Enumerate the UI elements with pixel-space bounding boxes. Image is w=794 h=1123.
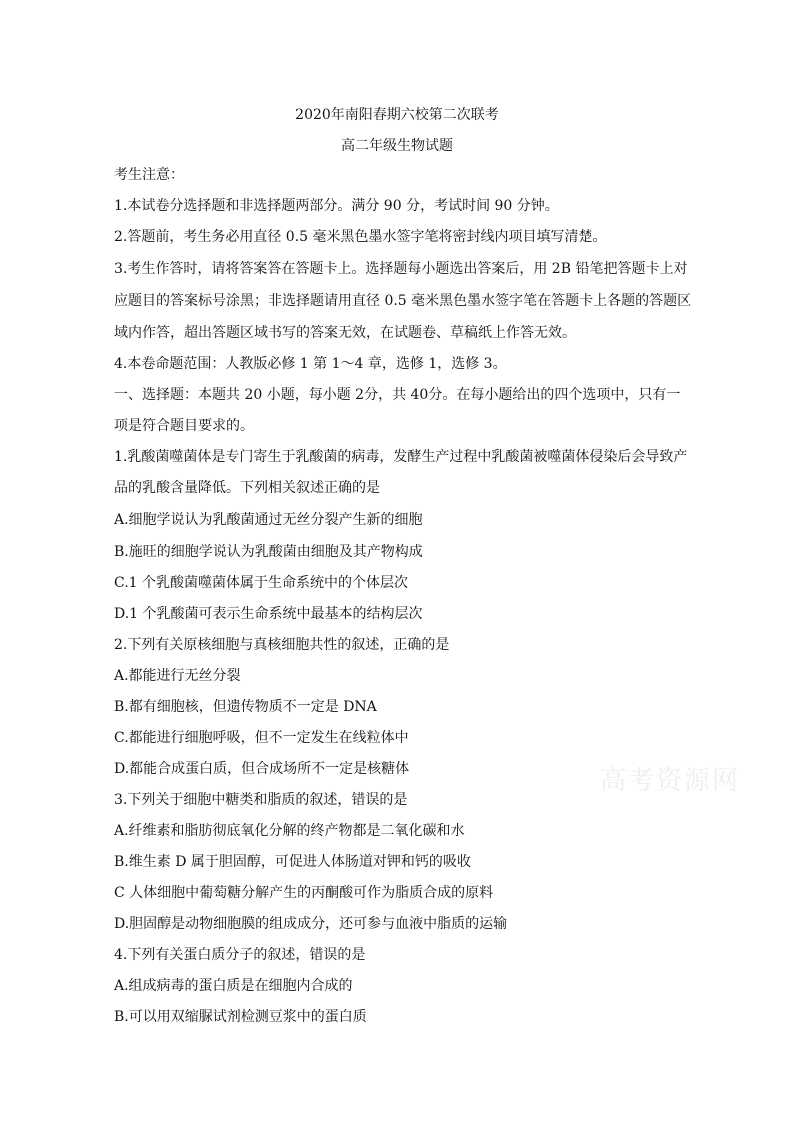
question-stem: 2.下列有关原核细胞与真核细胞共性的叙述，正确的是 <box>114 637 450 653</box>
notice-item: 3.考生作答时，请将答案答在答题卡上。选择题每小题选出答案后，用 2B 铅笔把答题卡上对 <box>114 261 688 277</box>
notice-item: 应题目的答案标号涂黑；非选择题请用直径 0.5 毫米黑色墨水签字笔在答题卡上各题的答题区 <box>114 293 692 309</box>
notice-item: 4.本卷命题范围：人教版必修 1 第 1～4 章，选修 1，选修 3。 <box>114 356 507 372</box>
question-option: A.都能进行无丝分裂 <box>114 668 241 684</box>
section-intro: 项是符合题目要求的。 <box>114 418 254 434</box>
question-option: C.1 个乳酸菌噬菌体属于生命系统中的个体层次 <box>114 575 409 591</box>
watermark: 高考资源网 <box>600 766 741 796</box>
question-option: A.纤维素和脂肪彻底氧化分解的终产物都是二氧化碳和水 <box>114 823 465 839</box>
question-option: B.都有细胞核，但遗传物质不一定是 DNA <box>114 699 377 715</box>
question-option: B.施旺的细胞学说认为乳酸菌由细胞及其产物构成 <box>114 544 423 560</box>
notice-heading: 考生注意： <box>114 167 184 183</box>
notice-item: 1.本试卷分选择题和非选择题两部分。满分 90 分，考试时间 90 分钟。 <box>114 198 559 214</box>
question-option: A.细胞学说认为乳酸菌通过无丝分裂产生新的细胞 <box>114 512 423 528</box>
notice-item: 2.答题前，考生务必用直径 0.5 毫米黑色墨水签字笔将密封线内项目填写清楚。 <box>114 229 607 245</box>
question-option: C.都能进行细胞呼吸，但不一定发生在线粒体中 <box>114 730 409 746</box>
notice-item: 域内作答，超出答题区域书写的答案无效，在试题卷、草稿纸上作答无效。 <box>114 325 576 341</box>
question-option: B.可以用双缩脲试剂检测豆浆中的蛋白质 <box>114 1009 367 1025</box>
question-stem: 品的乳酸含量降低。下列相关叙述正确的是 <box>114 480 380 496</box>
exam-title: 2020年南阳春期六校第二次联考 <box>295 107 499 123</box>
section-intro: 一、选择题：本题共 20 小题，每小题 2分，共 40分。在每小题给出的四个选项中，只有一 <box>114 387 681 403</box>
question-stem: 3.下列关于细胞中糖类和脂质的叙述，错误的是 <box>114 792 408 808</box>
question-option: A.组成病毒的蛋白质是在细胞内合成的 <box>114 978 353 994</box>
question-option: D.都能合成蛋白质，但合成场所不一定是核糖体 <box>114 761 410 777</box>
question-option: B.维生素 D 属于胆固醇，可促进人体肠道对钾和钙的吸收 <box>114 854 471 870</box>
question-option: D.1 个乳酸菌可表示生命系统中最基本的结构层次 <box>114 606 423 622</box>
question-stem: 1.乳酸菌噬菌体是专门寄生于乳酸菌的病毒，发酵生产过程中乳酸菌被噬菌体侵染后会导致产 <box>114 449 688 465</box>
subject-title: 高二年级生物试题 <box>341 138 453 154</box>
question-stem: 4.下列有关蛋白质分子的叙述，错误的是 <box>114 947 366 963</box>
question-option: C 人体细胞中葡萄糖分解产生的丙酮酸可作为脂质合成的原料 <box>114 885 494 901</box>
question-option: D.胆固醇是动物细胞膜的组成成分，还可参与血液中脂质的运输 <box>114 916 508 932</box>
